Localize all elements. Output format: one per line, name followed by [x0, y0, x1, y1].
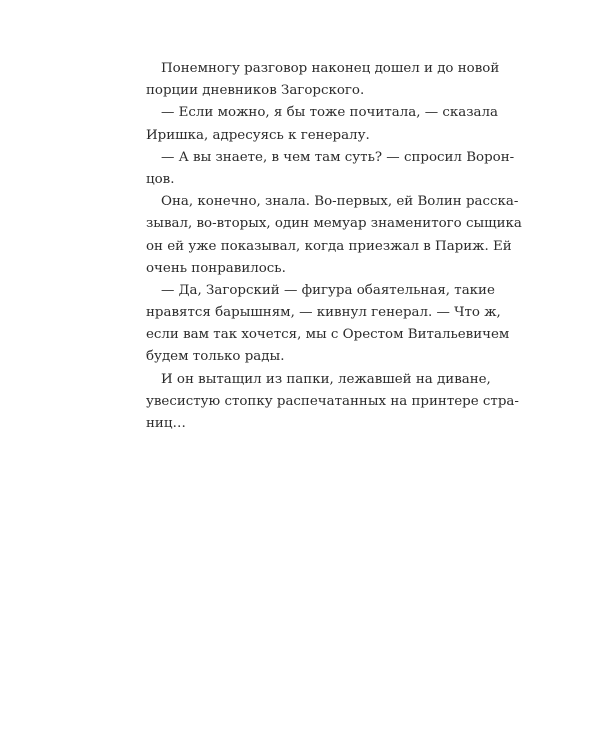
paragraph — [146, 369, 519, 436]
paragraph — [146, 102, 498, 146]
text-line: порции дневников Загорского. — [146, 83, 365, 99]
text-line: — А вы знаете, в чем там суть? — спросил Ворон- — [161, 149, 515, 165]
text-line: Она, конечно, знала. Во-первых, ей Волин расска- — [161, 194, 519, 210]
paragraph — [146, 58, 500, 102]
text-body — [146, 58, 522, 435]
paragraph — [146, 147, 515, 191]
text-line: — Да, Загорский — фигура обаятельная, такие — [161, 282, 495, 298]
paragraph — [146, 191, 522, 280]
text-line: будем только рады. — [146, 349, 285, 365]
text-line: И он вытащил из папки, лежавшей на диване, — [161, 371, 491, 387]
text-line: цов. — [146, 171, 175, 187]
text-line: Иришка, адресуясь к генералу. — [146, 127, 370, 143]
text-line: он ей уже показывал, когда приезжал в Париж. Ей — [146, 238, 512, 254]
text-line: ниц… — [146, 416, 186, 431]
text-line: зывал, во-вторых, один мемуар знаменитого сыщика — [146, 216, 522, 232]
text-line: — Если можно, я бы тоже почитала, — сказала — [161, 105, 498, 121]
text-line: если вам так хочется, мы с Орестом Витальевичем — [146, 327, 510, 343]
text-line: нравятся барышням, — кивнул генерал. — Что ж, — [146, 305, 501, 321]
text-line: очень понравилось. — [146, 260, 286, 276]
paragraph — [146, 280, 510, 369]
text-line: Понемногу разговор наконец дошел и до новой — [161, 61, 500, 76]
text-line: увесистую стопку распечатанных на принтере стра- — [146, 393, 519, 409]
